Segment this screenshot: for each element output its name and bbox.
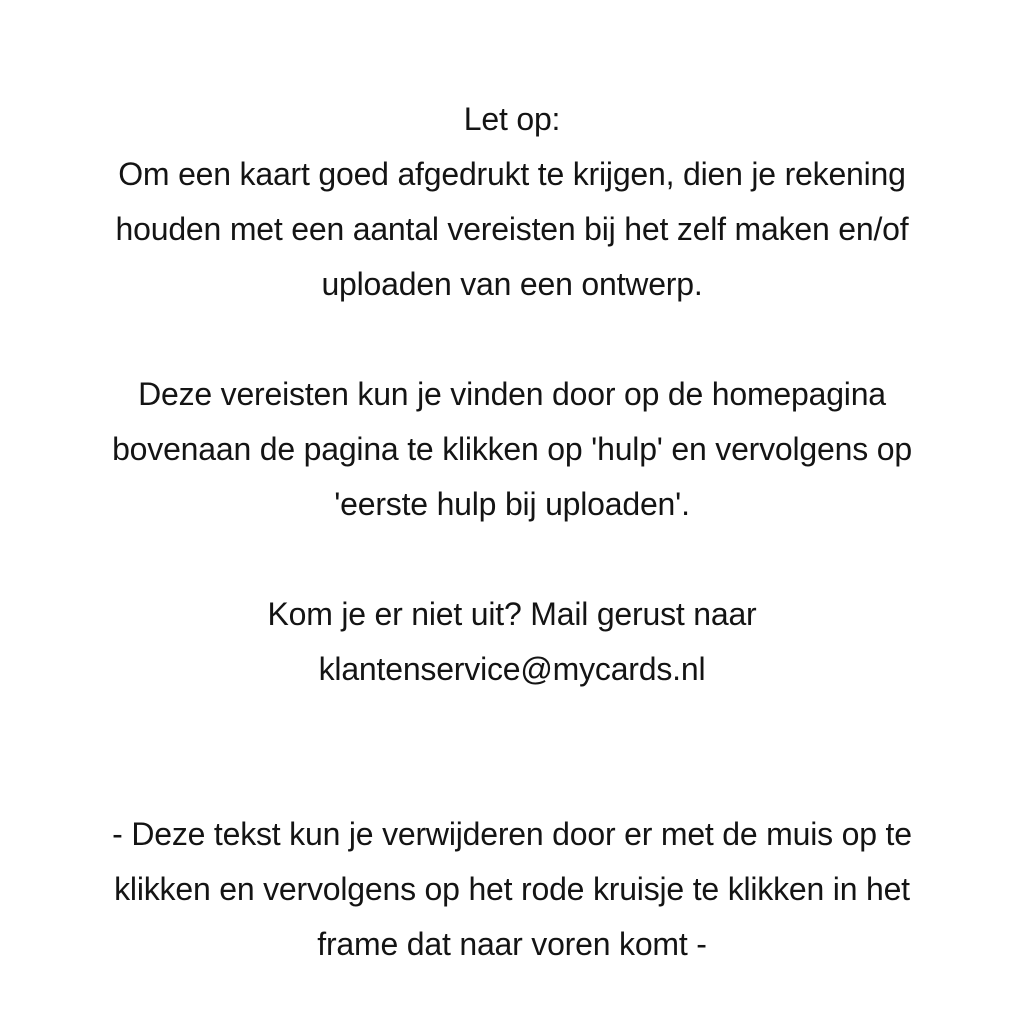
text-line: 'eerste hulp bij uploaden'. bbox=[334, 486, 690, 522]
text-line: Deze vereisten kun je vinden door op de homepagina bbox=[138, 376, 886, 412]
notice-paragraph-delete-instructions bbox=[0, 807, 1024, 972]
text-line: bovenaan de pagina te klikken op 'hulp' en vervolgens op bbox=[112, 431, 912, 467]
text-line: klikken en vervolgens op het rode kruisje te klikken in het bbox=[114, 871, 910, 907]
text-line: - Deze tekst kun je verwijderen door er met de muis op te bbox=[112, 816, 912, 852]
contact-email: klantenservice@mycards.nl bbox=[318, 651, 706, 687]
notice-paragraph-intro bbox=[0, 92, 1024, 312]
text-line: houden met een aantal vereisten bij het zelf maken en/of bbox=[115, 211, 909, 247]
notice-paragraph-contact bbox=[0, 587, 1024, 697]
text-line: frame dat naar voren komt - bbox=[317, 926, 707, 962]
text-line: Kom je er niet uit? Mail gerust naar bbox=[267, 596, 757, 632]
notice-paragraph-help-instructions bbox=[0, 367, 1024, 532]
editor-placeholder-text[interactable] bbox=[0, 92, 1024, 972]
notice-title: Let op: bbox=[463, 101, 561, 137]
text-line: uploaden van een ontwerp. bbox=[321, 266, 703, 302]
text-line: Om een kaart goed afgedrukt te krijgen, dien je rekening bbox=[118, 156, 906, 192]
